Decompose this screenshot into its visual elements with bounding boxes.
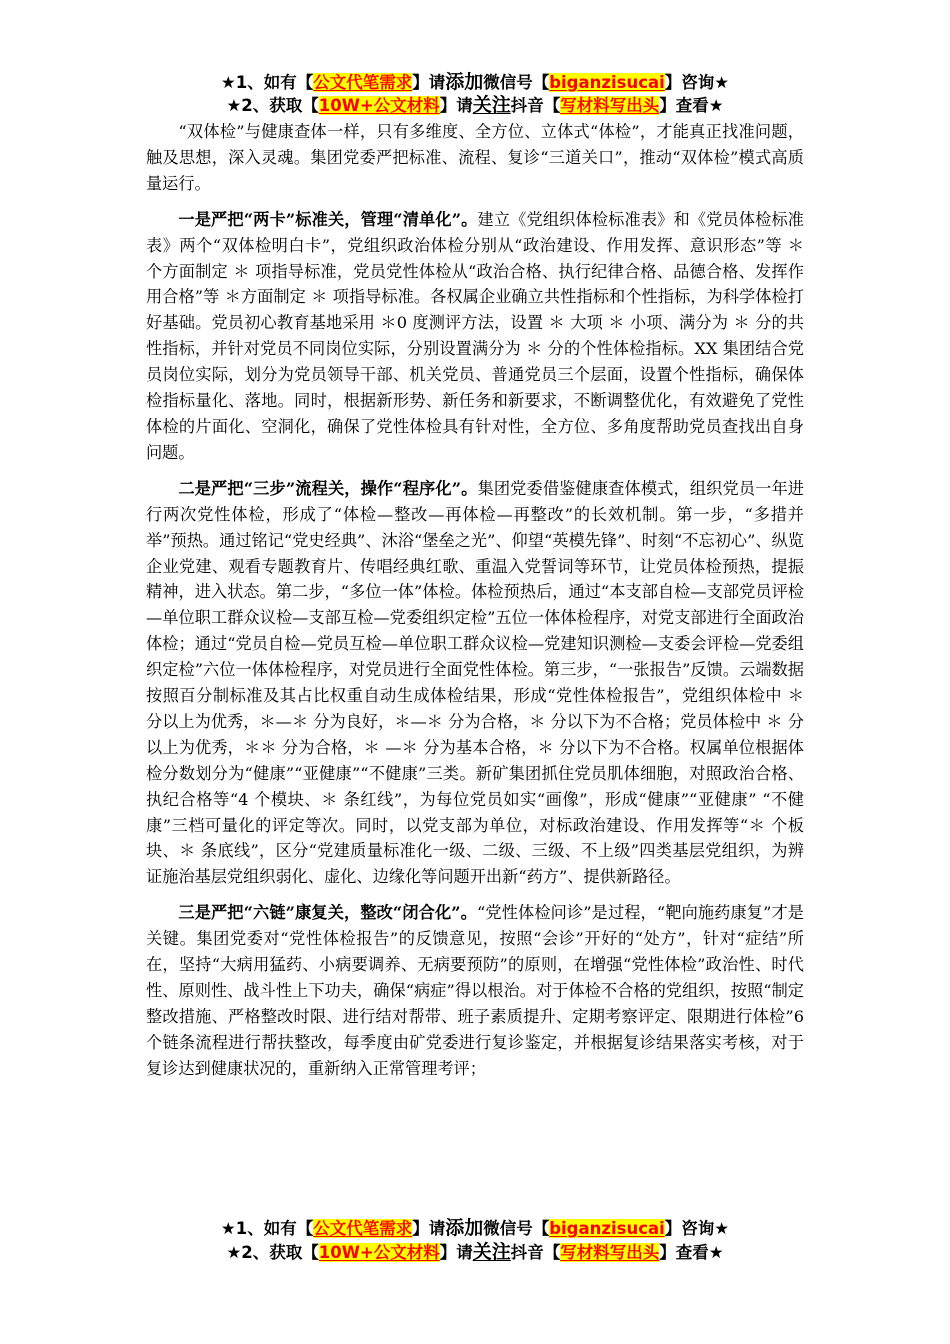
bottom-banner-line-2	[0, 1241, 950, 1264]
section-3-text: “党性体检问诊”是过程，“靶向施药康复”才是关键。集团党委对“党性体检报告”的反馈意见，按照“会诊”开好的“处方”，针对“症结”所在，坚持“大病用猛药、小病要调养、无病要预防”的原则，在增强“党性体检”政治性、时代性、原则性、战斗性上下功夫，确保“病症”得以根治。对于体检不合格的党组织，按照“制定整改措施、严格整改时限、进行结对帮带、班子素质提升、定期考察评定、限期进行体检”6 个链条流程进行帮扶整改，每季度由矿党委进行复诊鉴定，并根据复诊结果落实考核，对于复诊达到健康状况的，重新纳入正常管理考评；	[146, 903, 804, 1078]
banner-text: ★2、获取【	[226, 1243, 319, 1262]
section-1-text: 建立《党组织体检标准表》和《党员体检标准表》两个“双体检明白卡”，党组织政治体检分别从“政治建设、作用发挥、意识形态”等 ＊ 个方面制定 ＊ 项指导标准，党员党性体检从“政治合格、执行纪律合格、品德合格、发挥作用合格”等 ＊方面制定 ＊ 项指导标准。各权属企业确立共性指标和个性指标，为科学体检打好基础。党员初心教育基地采用 ＊0 度测评方法，设置 ＊ 大项 ＊ 小项、满分为 ＊ 分的共性指标，并针对党员不同岗位实际，分别设置满分为 ＊ 分的个性体检指标。XX 集团结合党员岗位实际，划分为党员领导干部、机关党员、普通党员三个层面，设置个性指标，确保体检指标量化、落地。同时，根据新形势、新任务和新要求，不断调整优化，有效避免了党性体检的片面化、空洞化，确保了党性体检具有针对性，全方位、多角度帮助党员查找出自身问题。	[146, 209, 804, 462]
highlight-wechat-id: biganzisucai	[549, 1219, 665, 1238]
section-2-lead: 二是严把“三步”流程关，操作“程序化”。	[178, 478, 478, 498]
banner-text: 】请	[439, 96, 473, 115]
article-body	[146, 119, 804, 1092]
highlight-douyin-account: 写材料写出头	[560, 1243, 660, 1262]
banner-text: 抖音【	[510, 96, 561, 115]
section-1-lead: 一是严把“两卡”标准关，管理“清单化”。	[178, 209, 478, 229]
section-3-lead: 三是严把“六链”康复关，整改“闭合化”。	[178, 903, 478, 923]
section-1-paragraph	[146, 207, 804, 466]
banner-text: ★1、如有【	[220, 73, 314, 92]
banner-emphasis: 添加	[445, 71, 484, 93]
banner-emphasis: 关注	[472, 94, 511, 116]
banner-text: ★1、如有【	[220, 1219, 314, 1238]
section-2-paragraph	[146, 476, 804, 891]
highlight-wechat-id: biganzisucai	[549, 73, 665, 92]
banner-text: 】请	[412, 1219, 446, 1238]
banner-text: 】查看★	[659, 1243, 724, 1262]
banner-text: 微信号【	[483, 73, 550, 92]
highlight-materials: 10W+公文材料	[318, 96, 440, 115]
top-banner-line-2	[0, 94, 950, 117]
banner-text: 】请	[412, 73, 446, 92]
banner-text: 抖音【	[510, 1243, 561, 1262]
banner-text: 】请	[439, 1243, 473, 1262]
highlight-douyin-account: 写材料写出头	[560, 96, 660, 115]
highlight-ghostwriting: 公文代笔需求	[313, 73, 413, 92]
section-3-paragraph	[146, 900, 804, 1081]
highlight-ghostwriting: 公文代笔需求	[313, 1219, 413, 1238]
banner-text: 】咨询★	[664, 1219, 730, 1238]
banner-text: 】咨询★	[664, 73, 730, 92]
bottom-banner-line-1	[0, 1217, 950, 1240]
banner-emphasis: 添加	[445, 1217, 484, 1239]
banner-text: 微信号【	[483, 1219, 550, 1238]
intro-paragraph: “双体检”与健康查体一样，只有多维度、全方位、立体式“体检”，才能真正找准问题，触及思想，深入灵魂。集团党委严把标准、流程、复诊“三道关口”，推动“双体检”模式高质量运行。	[146, 122, 804, 193]
section-2-text: 集团党委借鉴健康查体模式，组织党员一年进行两次党性体检，形成了“体检—整改—再体检—再整改”的长效机制。第一步，“多措并举”预热。通过铭记“党史经典”、沐浴“堡垒之光”、仰望“英模先锋”、时刻“不忘初心”、纵览企业党建、观看专题教育片、传唱经典红歌、重温入党誓词等环节，让党员体检预热，提振精神，进入状态。第二步，“多位一体”体检。体检预热后，通过“本支部自检—支部党员评检—单位职工群众议检—支部互检—党委组织定检”五位一体体检程序，对党支部进行全面政治体检；通过“党员自检—党员互检—单位职工群众议检—党建知识测检—支委会评检—党委组织定检”六位一体体检程序，对党员进行全面党性体检。第三步，“一张报告”反馈。云端数据按照百分制标准及其占比权重自动生成体检结果，形成“党性体检报告”，党组织体检中 ＊ 分以上为优秀，＊—＊ 分为良好，＊—＊ 分为合格，＊ 分以下为不合格；党员体检中 ＊ 分以上为优秀，＊＊ 分为合格，＊ —＊ 分为基本合格，＊ 分以下为不合格。权属单位根据体检分数划分为“健康”“亚健康”“不健康”三类。新矿集团抓住党员肌体细胞，对照政治合格、执纪合格等“4 个模块、＊ 条红线”，为每位党员如实“画像”，形成“健康”“亚健康” “不健康”三档可量化的评定等次。同时，以党支部为单位，对标政治建设、作用发挥等“＊ 个板块、＊ 条底线”，区分“党建质量标准化一级、二级、三级、不上级”四类基层党组织，为辨证施治基层党组织弱化、虚化、边缘化等问题开出新“药方”、提供新路径。	[146, 478, 804, 887]
banner-emphasis: 关注	[472, 1241, 511, 1263]
highlight-materials: 10W+公文材料	[318, 1243, 440, 1262]
top-banner-line-1	[0, 71, 950, 94]
banner-text: ★2、获取【	[226, 96, 319, 115]
banner-text: 】查看★	[659, 96, 724, 115]
